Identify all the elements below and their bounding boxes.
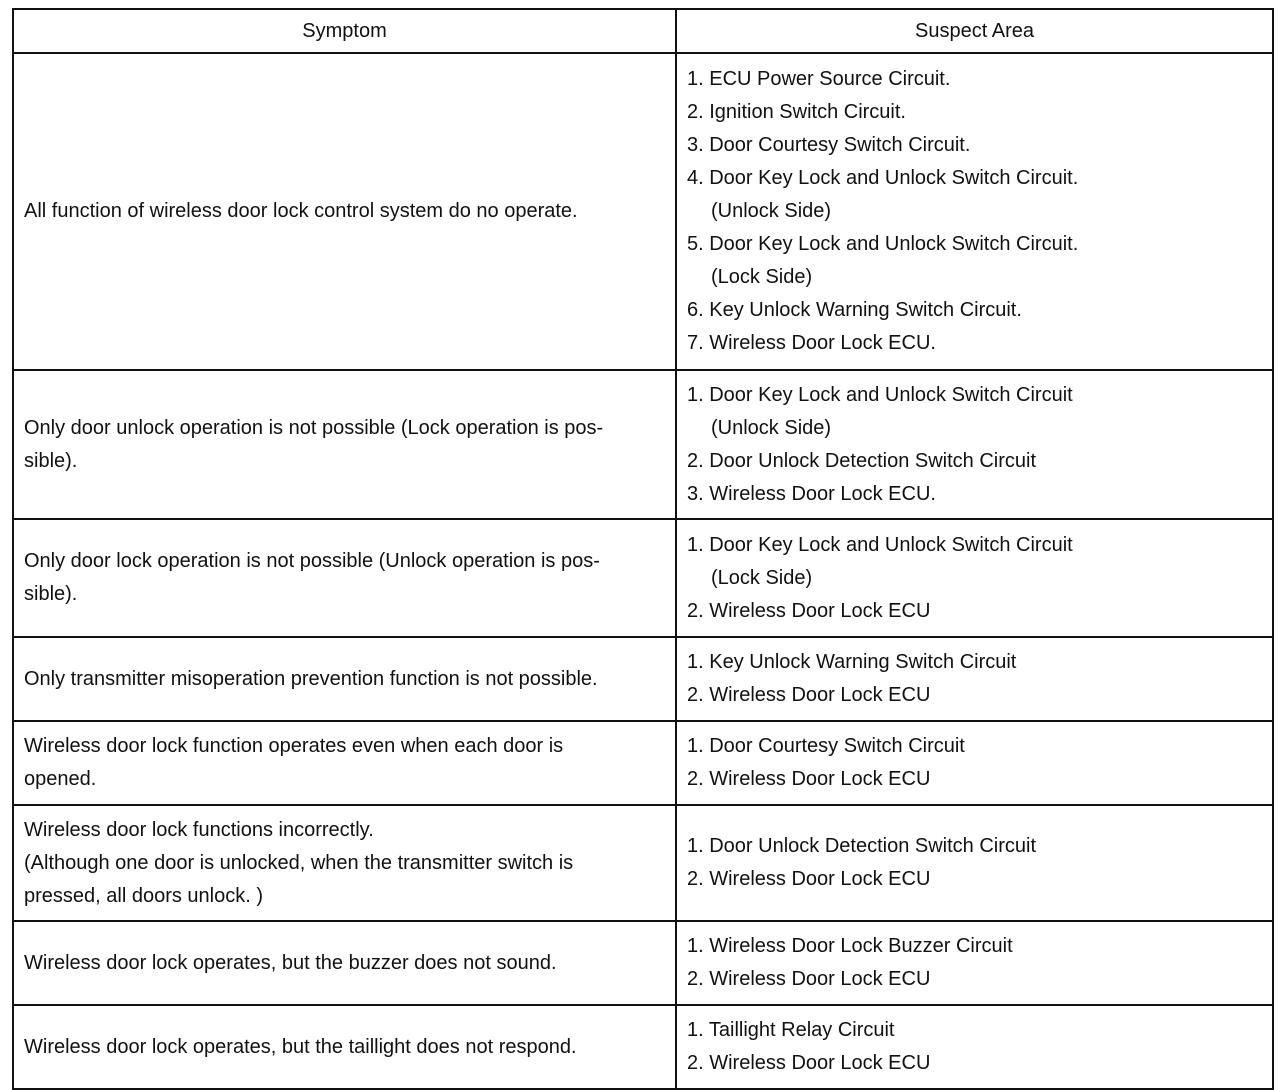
symptom-text: opened. [24,768,97,790]
table-row [13,721,1273,805]
suspect-item: 3. Wireless Door Lock ECU. [687,482,936,505]
symptom-cell [13,721,676,805]
suspect-item: 2. Wireless Door Lock ECU [687,684,931,706]
suspect-item: 1. Door Key Lock and Unlock Switch Circuit [687,533,1073,556]
suspect-item: 2. Ignition Switch Circuit. [687,101,906,123]
symptom-text: Only door unlock operation is not possible (Lock operation is pos- [24,416,604,439]
table-row [13,519,1273,637]
suspect-item: 2. Wireless Door Lock ECU [687,599,931,622]
symptom-text: Wireless door lock functions incorrectly. [24,818,374,841]
table-row [13,53,1273,370]
symptom-cell [13,637,676,721]
troubleshooting-table [12,8,1274,1090]
suspect-item: 1. Door Key Lock and Unlock Switch Circuit [687,383,1073,406]
suspect-item-note: (Lock Side) [711,566,813,589]
symptom-text: All function of wireless door lock control system do no operate. [24,200,578,222]
suspect-item-note: (Lock Side) [711,266,813,288]
suspect-area-cell [676,370,1273,519]
suspect-area-cell [676,1005,1273,1089]
suspect-item: 7. Wireless Door Lock ECU. [687,332,936,354]
suspect-item: 1. Key Unlock Warning Switch Circuit [687,651,1017,673]
suspect-item: 4. Door Key Lock and Unlock Switch Circuit. [687,167,1079,189]
suspect-area-cell [676,805,1273,921]
symptom-text: Only door lock operation is not possible (Unlock operation is pos- [24,550,600,572]
table-header-row [13,9,1273,53]
suspect-item: 1. Taillight Relay Circuit [687,1019,895,1041]
suspect-item: 3. Door Courtesy Switch Circuit. [687,134,971,156]
symptom-text: Wireless door lock operates, but the taillight does not respond. [24,1035,577,1058]
suspect-item: 1. Door Unlock Detection Switch Circuit [687,835,1037,857]
symptom-text: Wireless door lock operates, but the buzzer does not sound. [24,951,557,974]
suspect-area-cell [676,637,1273,721]
suspect-item: 5. Door Key Lock and Unlock Switch Circuit. [687,233,1079,255]
symptom-text: Only transmitter misoperation prevention function is not possible. [24,667,598,690]
symptom-text: sible). [24,583,78,605]
suspect-item-note: (Unlock Side) [711,200,832,222]
symptom-text: sible). [24,449,78,472]
suspect-area-cell [676,721,1273,805]
symptom-cell [13,1005,676,1089]
symptom-cell [13,805,676,921]
symptom-cell [13,370,676,519]
suspect-item: 1. Door Courtesy Switch Circuit [687,735,965,757]
suspect-item: 2. Wireless Door Lock ECU [687,868,931,890]
table-row [13,637,1273,721]
table-row [13,921,1273,1005]
symptom-cell [13,519,676,637]
suspect-item: 1. Wireless Door Lock Buzzer Circuit [687,935,1013,957]
suspect-area-cell [676,921,1273,1005]
table-row [13,1005,1273,1089]
suspect-area-cell [676,53,1273,370]
symptom-cell [13,53,676,370]
column-header-symptom: Symptom [13,9,676,53]
table-row [13,370,1273,519]
suspect-item: 2. Door Unlock Detection Switch Circuit [687,449,1037,472]
symptom-text: (Although one door is unlocked, when the transmitter switch is [24,851,574,874]
suspect-item: 2. Wireless Door Lock ECU [687,768,931,790]
symptom-text: Wireless door lock function operates even when each door is [24,735,564,757]
suspect-item-note: (Unlock Side) [711,416,832,439]
symptom-text: pressed, all doors unlock. ) [24,884,264,907]
column-header-suspect-area: Suspect Area [676,9,1273,53]
suspect-item: 2. Wireless Door Lock ECU [687,968,931,990]
suspect-area-cell [676,519,1273,637]
troubleshooting-table-container [12,8,1272,1090]
table-row [13,805,1273,921]
symptom-cell [13,921,676,1005]
suspect-item: 6. Key Unlock Warning Switch Circuit. [687,299,1022,321]
suspect-item: 2. Wireless Door Lock ECU [687,1052,931,1074]
suspect-item: 1. ECU Power Source Circuit. [687,68,951,90]
